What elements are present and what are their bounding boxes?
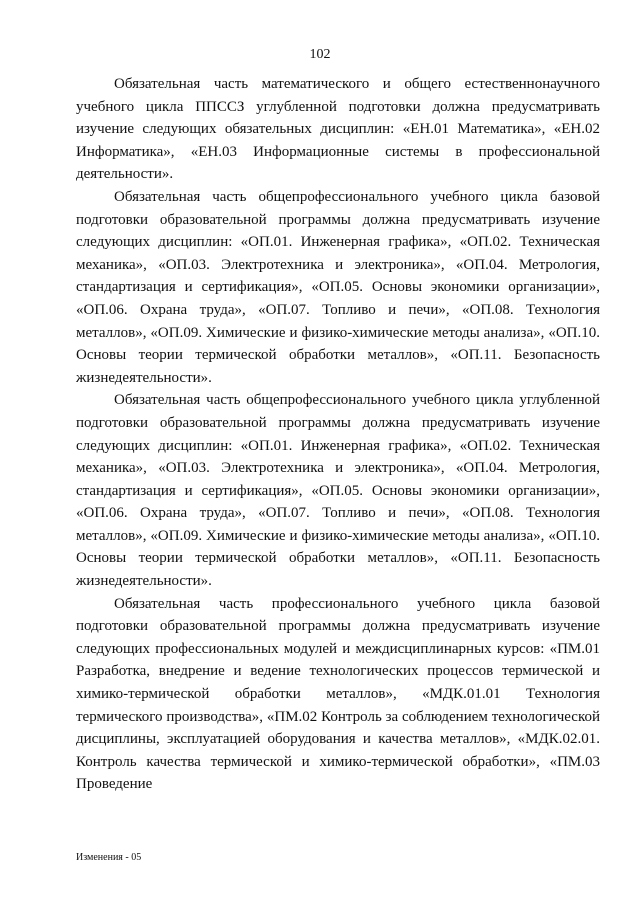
- paragraph-professional-cycle: Обязательная часть профессионального учебного цикла базовой подготовки образовательной программы должна предусматривать изучение следующих профессиональных модулей и междисциплинарных курсов: «ПМ.01 Разработка, внедрение и ведение технологических процессов термической и химико-термической обработки металлов», «МДК.01.01 Технология термического производства», «ПМ.02 Контроль за соблюдением технологической дисциплины, эксплуатацией оборудования и качества металлов», «МДК.02.01. Контроль качества термической и химико-термической обработки», «ПМ.03 Проведение: [76, 595, 600, 793]
- document-body: [76, 73, 600, 796]
- page-number: 102: [309, 47, 331, 62]
- footer-revision: Изменения - 05: [76, 852, 142, 863]
- paragraph-general-professional-basic: Обязательная часть общепрофессионального учебного цикла базовой подготовки образовательной программы должна предусматривать изучение следующих дисциплин: «ОП.01. Инженерная графика», «ОП.02. Техническая механика», «ОП.03. Электротехника и электроника», «ОП.04. Метрология, стандартизация и сертификация», «ОП.05. Основы экономики организации», «ОП.06. Охрана труда», «ОП.07. Топливо и печи», «ОП.08. Технология металлов», «ОП.09. Химические и физико-химические методы анализа», «ОП.10. Основы теории термической обработки металлов», «ОП.11. Безопасность жизнедеятельности».: [76, 188, 600, 386]
- paragraph-general-professional-advanced: Обязательная часть общепрофессионального учебного цикла углубленной подготовки образовательной программы должна предусматривать изучение следующих дисциплин: «ОП.01. Инженерная графика», «ОП.02. Техническая механика», «ОП.03. Электротехника и электроника», «ОП.04. Метрология, стандартизация и сертификация», «ОП.05. Основы экономики организации», «ОП.06. Охрана труда», «ОП.07. Топливо и печи», «ОП.08. Технология металлов», «ОП.09. Химические и физико-химические методы анализа», «ОП.10. Основы теории термической обработки металлов», «ОП.11. Безопасность жизнедеятельности».: [76, 392, 600, 590]
- paragraph-natural-science-cycle: Обязательная часть математического и общего естественнонаучного учебного цикла ППССЗ углубленной подготовки должна предусматривать изучение следующих обязательных дисциплин: «ЕН.01 Математика», «ЕН.02 Информатика», «ЕН.03 Информационные системы в профессиональной деятельности».: [76, 76, 600, 183]
